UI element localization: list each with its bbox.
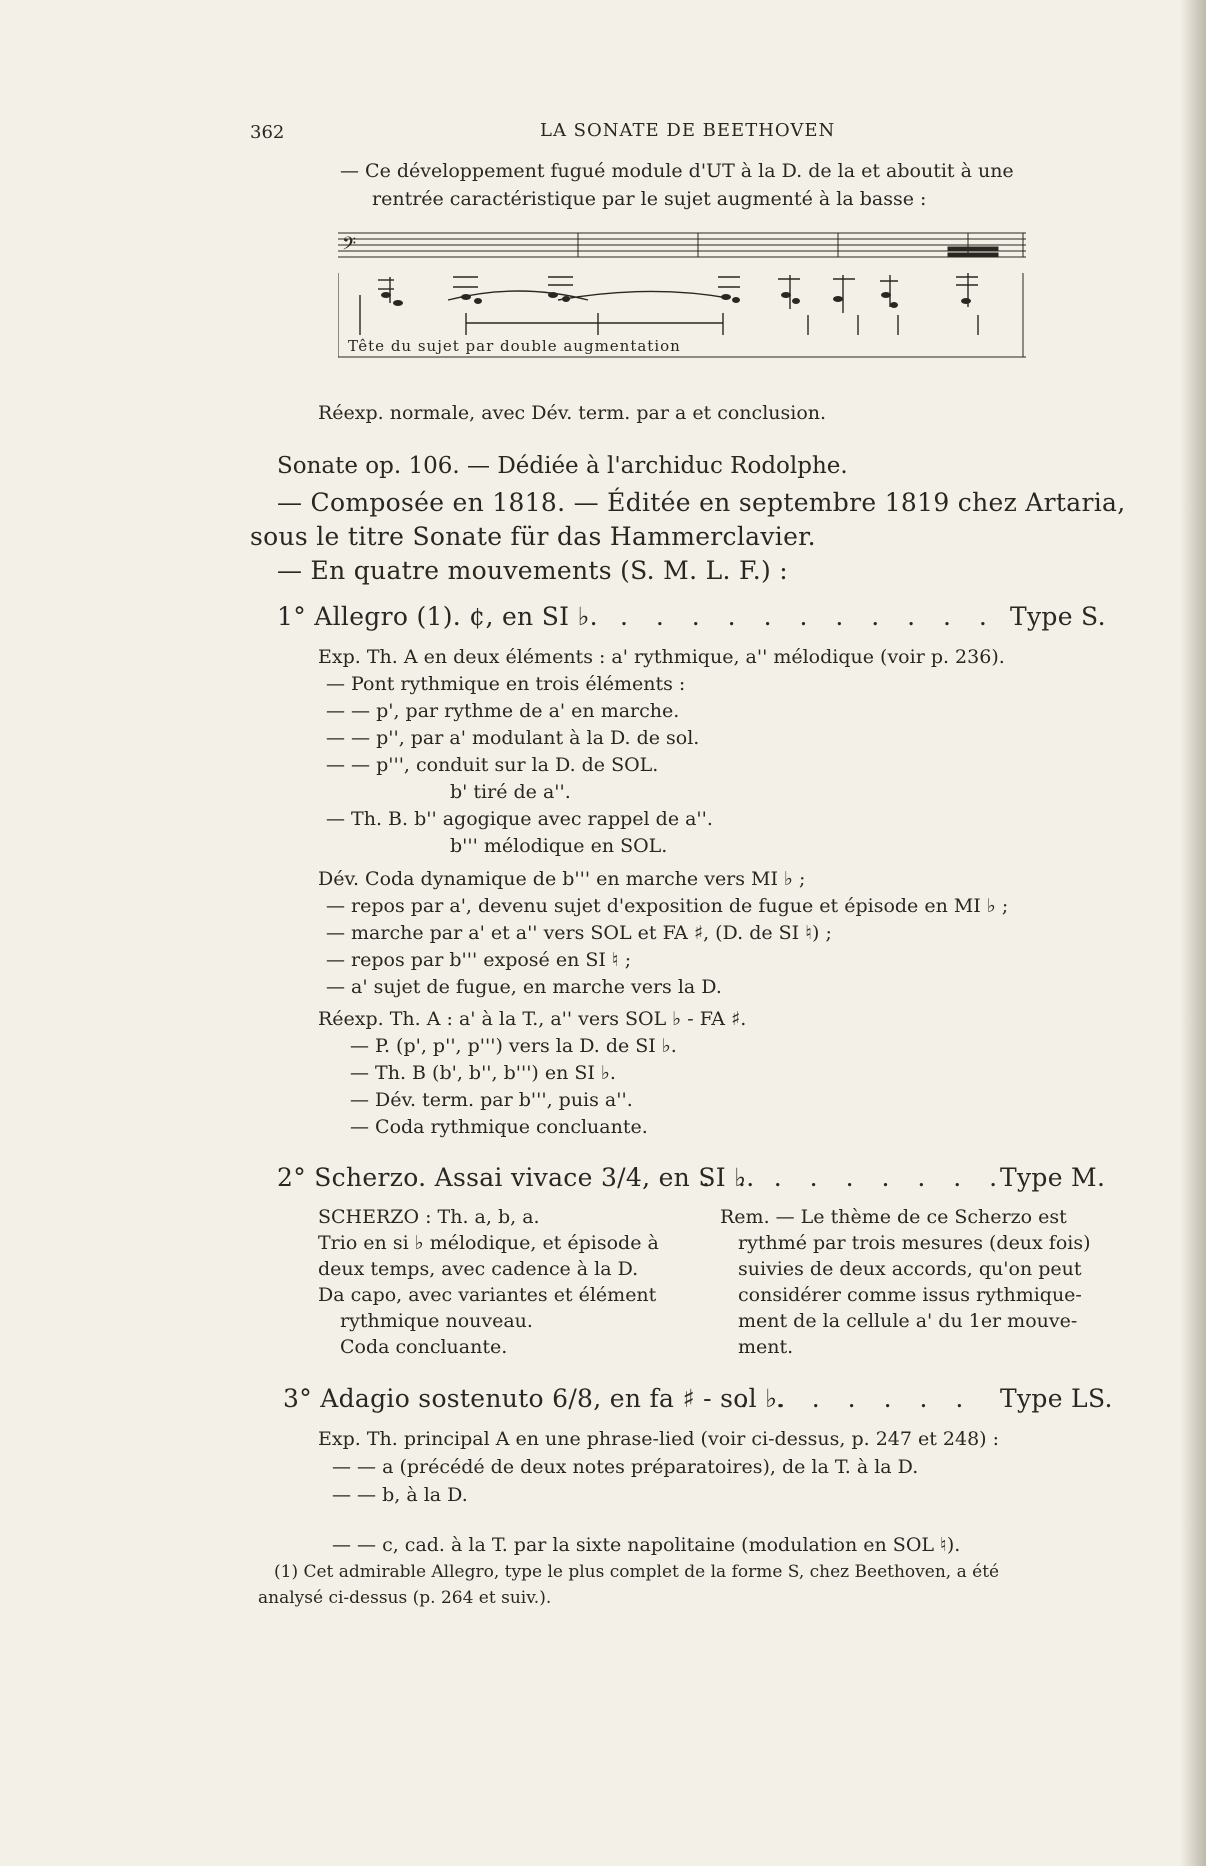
footnote-line-2: analysé ci-dessus (p. 264 et suiv.). — [258, 1588, 552, 1608]
mvt3-heading: 3° Adagio sostenuto 6/8, en fa ♯ - sol ♭. — [283, 1384, 786, 1413]
intro-line-1: — Ce développement fugué module d'UT à la D. de la et aboutit à une — [340, 160, 1014, 182]
mvt1-line: — Th. B (b', b'', b''') en SI ♭. — [350, 1062, 616, 1084]
mvt3-line: Exp. Th. principal A en une phrase-lied (voir ci-dessus, p. 247 et 248) : — [318, 1428, 1000, 1450]
mvt1-line: — — p', par rythme de a' en marche. — [326, 700, 680, 722]
mvt2-remark-line: considérer comme issus rythmique- — [738, 1284, 1082, 1306]
mvt2-left-line: Trio en si ♭ mélodique, et épisode à — [318, 1232, 659, 1254]
mvt1-line: — Th. B. b'' agogique avec rappel de a''. — [326, 808, 713, 830]
mvt1-line: — — p'', par a' modulant à la D. de sol. — [326, 727, 700, 749]
sonata-title: Sonate op. 106. — Dédiée à l'archiduc Rodolphe. — [277, 453, 848, 479]
mvt2-left-line: Coda concluante. — [340, 1336, 508, 1358]
mvt1-line: Dév. Coda dynamique de b''' en marche vers MI ♭ ; — [318, 868, 806, 890]
mvt1-line: — repos par a', devenu sujet d'exposition de fugue et épisode en MI ♭ ; — [326, 895, 1009, 917]
mvt1-line: — P. (p', p'', p''') vers la D. de SI ♭. — [350, 1035, 677, 1057]
mvt3-dots: . . . . . . . — [740, 1384, 974, 1413]
mvt2-remark-line: ment. — [738, 1336, 794, 1358]
mvt1-line: — marche par a' et a'' vers SOL et FA ♯, (D. de SI ♮) ; — [326, 922, 832, 944]
intro-line-2: rentrée caractéristique par le sujet augmenté à la basse : — [372, 188, 927, 210]
mvt3-type: Type LS. — [1000, 1384, 1113, 1413]
mvt3-line: — — a (précédé de deux notes préparatoires), de la T. à la D. — [332, 1456, 919, 1478]
mvt2-left-line: SCHERZO : Th. a, b, a. — [318, 1206, 540, 1228]
mvt2-dots: . . . . . . . . . — [702, 1163, 1008, 1192]
bass-clef-icon: 𝄢 — [342, 234, 357, 259]
mvt2-remark-line: rythmé par trois mesures (deux fois) — [738, 1232, 1091, 1254]
mvt2-heading: 2° Scherzo. Assai vivace 3/4, en SI ♭. — [277, 1163, 755, 1192]
sonata-composed: — Composée en 1818. — Éditée en septembre 1819 chez Artaria, — [277, 488, 1126, 517]
mvt2-remark-line: ment de la cellule a' du 1er mouve- — [738, 1310, 1078, 1332]
mvt1-line: — Pont rythmique en trois éléments : — [326, 673, 686, 695]
mvt2-remark-line: suivies de deux accords, qu'on peut — [738, 1258, 1082, 1280]
mvt3-line: — — b, à la D. — [332, 1484, 468, 1506]
page-number: 362 — [250, 122, 285, 143]
mvt1-type: Type S. — [1010, 602, 1106, 631]
mvt1-line: — Coda rythmique concluante. — [350, 1116, 648, 1138]
running-title: LA SONATE DE BEETHOVEN — [540, 120, 836, 141]
mvt1-line: — a' sujet de fugue, en marche vers la D. — [326, 976, 722, 998]
mvt1-line: Exp. Th. A en deux éléments : a' rythmique, a'' mélodique (voir p. 236). — [318, 646, 1005, 668]
mvt1-line: b' tiré de a''. — [450, 781, 571, 803]
score-caption: Tête du sujet par double augmentation — [348, 337, 681, 355]
sonata-movements: — En quatre mouvements (S. M. L. F.) : — [277, 556, 788, 585]
mvt1-line: — Dév. term. par b''', puis a''. — [350, 1089, 633, 1111]
mvt1-line: — — p''', conduit sur la D. de SOL. — [326, 754, 659, 776]
page-edge-shadow — [1180, 0, 1206, 1866]
mvt2-left-line: deux temps, avec cadence à la D. — [318, 1258, 639, 1280]
footnote-line-1: (1) Cet admirable Allegro, type le plus complet de la forme S, chez Beethoven, a été — [274, 1562, 1000, 1582]
mvt1-line: Réexp. Th. A : a' à la T., a'' vers SOL ♭ - FA ♯. — [318, 1008, 747, 1030]
mvt1-heading: 1° Allegro (1). ¢, en SI ♭. — [277, 602, 598, 631]
mvt1-line: b''' mélodique en SOL. — [450, 835, 668, 857]
mvt2-left-line: rythmique nouveau. — [340, 1310, 533, 1332]
mvt2-left-line: Da capo, avec variantes et élément — [318, 1284, 657, 1306]
mvt3-line: — — c, cad. à la T. par la sixte napolitaine (modulation en SOL ♮). — [332, 1534, 961, 1556]
mvt1-dots: . . . . . . . . . . . — [620, 602, 997, 631]
music-score — [338, 225, 1026, 373]
mvt2-type: Type M. — [1000, 1163, 1106, 1192]
reexp-normale: Réexp. normale, avec Dév. term. par a et conclusion. — [318, 402, 827, 424]
sonata-titre: sous le titre Sonate für das Hammerclavier. — [250, 522, 816, 551]
mvt2-remark-line: Rem. — Le thème de ce Scherzo est — [720, 1206, 1067, 1228]
mvt1-line: — repos par b''' exposé en SI ♮ ; — [326, 949, 632, 971]
